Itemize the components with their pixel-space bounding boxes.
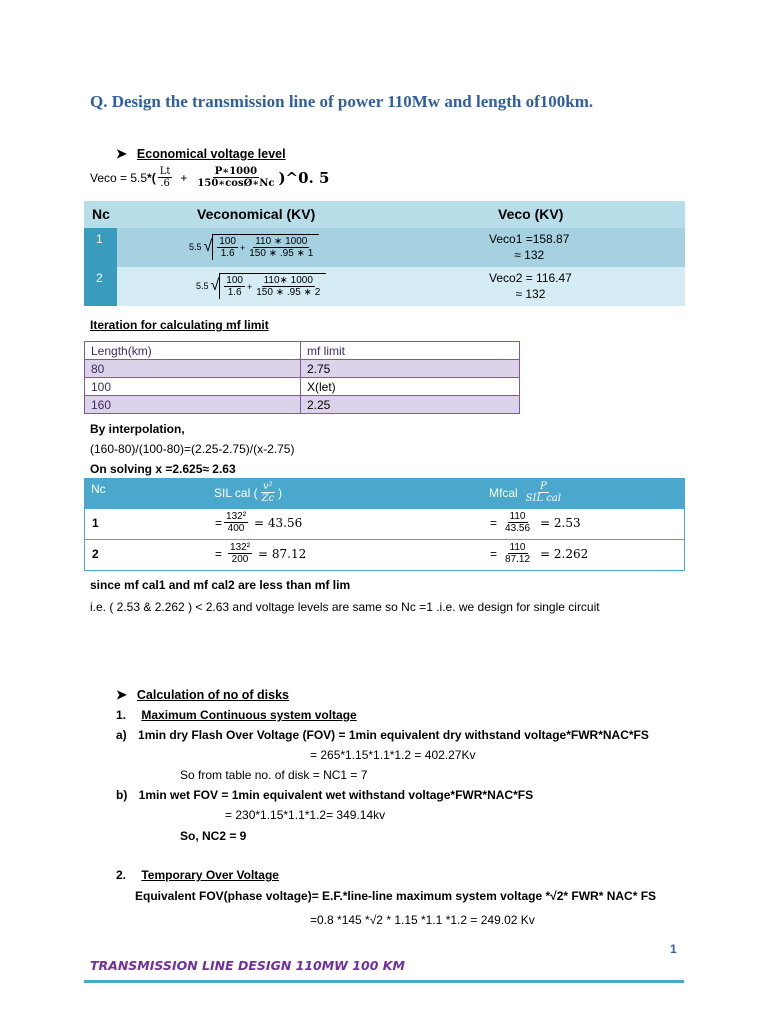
interpolation-block <box>90 419 294 479</box>
arrow-bullet-icon: ➤ <box>116 687 127 702</box>
interp-line: By interpolation, <box>90 422 185 436</box>
frac-num: 110∗ 1000 <box>263 275 313 286</box>
row-nc: 1 <box>92 516 99 530</box>
item-b-result: So, NC2 = 9 <box>180 829 247 843</box>
interp-line: (160-80)/(100-80)=(2.25-2.75)/(x-2.75) <box>90 442 295 456</box>
veco-value: Veco1 =158.87 <box>489 232 570 246</box>
frac-num: 100 <box>226 275 243 286</box>
interp-line: On solving x =2.625≈ 2.63 <box>90 462 236 476</box>
veco-value: Veco2 = 116.47 <box>489 271 572 285</box>
frac-den: 200 <box>231 554 249 565</box>
item-text: 1min dry Flash Over Voltage (FOV) = 1min equivalent dry withstand voltage*FWR*NAC*FS <box>138 728 649 742</box>
mf-den: SIL cal <box>525 493 562 504</box>
subsection-1 <box>116 708 357 722</box>
cell-length: 80 <box>85 360 301 378</box>
item-label: a) <box>116 728 127 742</box>
frac-den: 150 ∗ .95 ∗ 2 <box>256 287 321 298</box>
table-row <box>85 360 520 378</box>
subsection-label: Maximum Continuous system voltage <box>141 708 357 722</box>
section-economical-voltage <box>116 146 286 162</box>
subsection-number: 2. <box>116 868 127 882</box>
sqrt-icon: √ <box>203 238 213 255</box>
frac-num: 132² <box>230 542 251 553</box>
sil-value: = 87.12 <box>258 546 307 561</box>
header-nc: Nc <box>92 206 110 222</box>
since-line: since mf cal1 and mf cal2 are less than mf lim <box>90 578 351 592</box>
item-text: 1min wet FOV = 1min equivalent wet withstand voltage*FWR*NAC*FS <box>138 788 534 802</box>
table-row: 1 = $\frac{\text{132²}}{400}$ = 43.56 = $\frac{110}{43.56}$ = 2.53 <box>84 509 685 540</box>
cell-mf: 2.25 <box>301 396 520 414</box>
frac-den: 1.6 <box>227 287 242 298</box>
formula-lt-den: .6 <box>160 178 170 189</box>
veco-table <box>84 201 685 306</box>
item-b-calc: = 230*1.15*1.1*1.2= 349.14kv <box>225 808 386 822</box>
tov-text: Equivalent FOV(phase voltage)= E.F.*line-line maximum system voltage *√2* FWR* NAC* FS <box>135 889 657 903</box>
header-nc: Nc <box>91 482 106 496</box>
header-veconomical: Veconomical (KV) <box>197 206 316 222</box>
mf-num: P <box>540 481 547 492</box>
tov-calc: =0.8 *145 *√2 * 1.15 *1.1 *1.2 = 249.02 Kv <box>310 913 535 927</box>
veco-approx: ≈ 132 <box>515 287 546 301</box>
page-number: 1 <box>670 942 677 956</box>
section-heading: Calculation of no of disks <box>136 688 289 702</box>
coef: 5.5 <box>189 242 202 252</box>
sqrt-icon: √ <box>210 277 220 294</box>
sil-num: v² <box>263 481 273 492</box>
page-title: Q. Design the transmission line of power 110Mw and length of100km. <box>90 92 594 111</box>
row-nc: 2 <box>96 271 103 285</box>
table-row <box>85 378 520 396</box>
subsection-2 <box>116 868 279 882</box>
header-mf-limit: mf limit <box>301 342 520 360</box>
footer-text: TRANSMISSION LINE DESIGN 110MW 100 KM <box>90 958 405 973</box>
arrow-bullet-icon: ➤ <box>116 146 127 161</box>
frac-num: 132² <box>226 511 247 522</box>
veco-approx: ≈ 132 <box>514 248 545 262</box>
header-mfcal: Mfcal <box>489 485 518 500</box>
table-row: 2 = $\frac{\text{132²}}{200}$ = 87.12 = $\frac{110}{87.12}$ = 2.262 <box>84 540 685 571</box>
formula-prefix: Veco = 5.5 <box>90 170 148 185</box>
footer-rule <box>84 980 684 983</box>
veco-table-header <box>84 201 685 228</box>
header-length: Length(km) <box>85 342 301 360</box>
cell-mf: 2.75 <box>301 360 520 378</box>
sil-den: Zc <box>261 493 275 504</box>
row-nc: 1 <box>96 232 103 246</box>
sil-table-header: Nc SIL cal ( $\frac{\text{v²}}{Zc}$ ) Mfcal $\frac{P}{\text{SIL cal}}$ <box>84 478 685 509</box>
iteration-heading: Iteration for calculating mf limit <box>90 318 269 332</box>
cell-length: 100 <box>85 378 301 396</box>
subsection-number: 1. <box>116 708 127 722</box>
formula-lt: Lt <box>159 166 171 177</box>
item-a-calc: = 265*1.15*1.1*1.2 = 402.27Kv <box>310 748 476 762</box>
formula-suffix: )^0. 5 <box>278 168 330 187</box>
table-row <box>85 396 520 414</box>
formula-p-num: P∗1000 <box>214 166 258 177</box>
table-row: 2 5.5 √ $\frac{100}{1.6}$ + $\frac{110∗ 1000}{150 ∗ .95 ∗ 2}$ Veco2 = 116.47 ≈ 132 <box>84 267 685 306</box>
frac-den: 150 ∗ .95 ∗ 1 <box>249 248 314 259</box>
frac-num: 110 <box>509 542 526 553</box>
item-a-result: So from table no. of disk = NC1 = 7 <box>180 768 368 782</box>
sil-table <box>84 478 685 571</box>
header-veco: Veco (KV) <box>498 206 564 222</box>
frac-num: 110 ∗ 1000 <box>255 236 308 247</box>
subsection-label: Temporary Over Voltage <box>141 868 279 882</box>
sil-value: = 43.56 <box>254 515 303 530</box>
mf-limit-table <box>84 341 520 414</box>
frac-num: 110 <box>509 511 526 522</box>
cell-length: 160 <box>85 396 301 414</box>
section-disks <box>116 687 289 703</box>
frac-den: 87.12 <box>505 554 531 565</box>
frac-num: 100 <box>219 236 236 247</box>
frac-den: 400 <box>227 523 245 534</box>
coef: 5.5 <box>196 281 209 291</box>
item-a <box>116 728 649 742</box>
row-nc: 2 <box>92 547 99 561</box>
header-sil: SIL cal ( <box>214 485 258 500</box>
frac-den: 43.56 <box>505 523 531 534</box>
formula-p-den: 150∗cosØ∗Nc <box>197 178 275 189</box>
cell-mf: X(let) <box>301 378 520 396</box>
veco-formula: Veco = 5.5 *( $\frac{Lt}{.6}$ + $\frac{P∗1000}{150∗\cos Ø∗Nc}$ )^0. 5 <box>90 166 330 189</box>
item-b <box>116 788 533 802</box>
frac-den: 1.6 <box>220 248 235 259</box>
ie-line: i.e. ( 2.53 & 2.262 ) < 2.63 and voltage levels are same so Nc =1 .i.e. we design for single circuit <box>90 600 600 614</box>
section-heading: Economical voltage level <box>136 147 286 161</box>
mf-value: = 2.262 <box>540 546 589 561</box>
mf-value: = 2.53 <box>540 515 581 530</box>
item-label: b) <box>116 788 128 802</box>
table-row: 1 5.5 √ $\frac{100}{1.6}$ + $\frac{110 ∗ 1000}{150 ∗ .95 ∗ 1}$ Veco1 =158.87 ≈ 132 <box>84 228 685 267</box>
